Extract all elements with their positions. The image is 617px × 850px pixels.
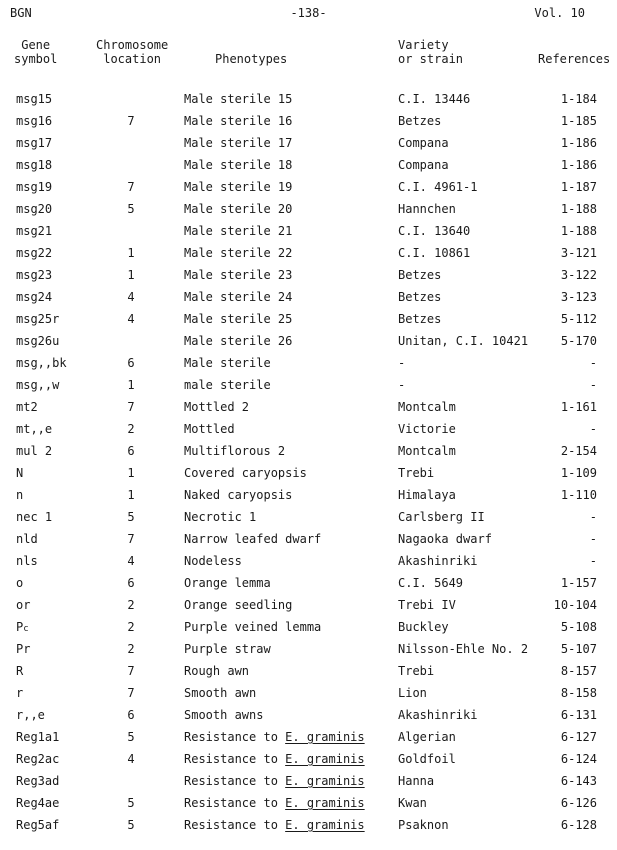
gene-symbol: Reg4ae — [16, 796, 60, 810]
gene-symbol-cell — [16, 638, 30, 660]
variety-or-strain: Hannchen — [398, 202, 456, 216]
reference: 3-121 — [560, 246, 597, 260]
phenotype-cell — [184, 176, 292, 198]
phenotype-cell — [184, 506, 256, 528]
reference: - — [589, 422, 597, 436]
pathogen-species: E. graminis — [285, 796, 365, 810]
reference: 6-124 — [560, 752, 597, 766]
phenotype-cell — [184, 440, 285, 462]
variety-or-strain: C.I. 13446 — [398, 92, 471, 106]
pathogen-species: E. graminis — [285, 752, 365, 766]
phenotype: Naked caryopsis — [184, 488, 293, 502]
phenotype: Male sterile 20 — [184, 202, 293, 216]
phenotype-cell — [184, 484, 292, 506]
variety-or-strain: Lion — [398, 686, 427, 700]
gene-symbol-cell — [16, 550, 38, 572]
gene-symbol: n — [16, 488, 24, 502]
table-row — [0, 308, 617, 330]
column-header-references: References — [538, 52, 611, 66]
phenotype-cell — [184, 726, 365, 748]
phenotype: Resistance to — [184, 818, 286, 832]
variety-or-strain: C.I. 4961-1 — [398, 180, 478, 194]
column-header-variety-line2: or strain — [398, 52, 464, 66]
table-row — [0, 110, 617, 132]
variety-or-strain: Himalaya — [398, 488, 456, 502]
phenotype-cell — [184, 198, 292, 220]
phenotype: Male sterile 21 — [184, 224, 293, 238]
gene-symbol: mt,,e — [16, 422, 53, 436]
phenotype: Nodeless — [184, 554, 242, 568]
variety-or-strain: C.I. 10861 — [398, 246, 471, 260]
phenotype-cell — [184, 682, 256, 704]
variety-or-strain: Goldfoil — [398, 752, 456, 766]
variety-or-strain: Akashinriki — [398, 708, 478, 722]
gene-symbol-cell — [16, 198, 52, 220]
variety-or-strain: Compana — [398, 158, 449, 172]
gene-symbol: o — [16, 576, 24, 590]
gene-symbol-cell — [16, 286, 52, 308]
gene-symbol-cell — [16, 110, 52, 132]
gene-symbol-cell — [16, 220, 52, 242]
reference: 1-109 — [560, 466, 597, 480]
page-number: -138- — [290, 6, 327, 20]
phenotype: Male sterile 23 — [184, 268, 293, 282]
variety-or-strain: - — [398, 356, 406, 370]
phenotype: Male sterile 22 — [184, 246, 293, 260]
gene-symbol-cell — [16, 264, 52, 286]
variety-or-strain: Betzes — [398, 290, 442, 304]
column-header-variety-line1: Variety — [398, 38, 449, 52]
phenotype-cell — [184, 220, 292, 242]
chromosome-location: 5 — [127, 730, 135, 744]
variety-or-strain: Trebi IV — [398, 598, 456, 612]
reference: - — [589, 532, 597, 546]
reference: 6-127 — [560, 730, 597, 744]
variety-or-strain: Psaknon — [398, 818, 449, 832]
chromosome-location: 6 — [127, 576, 135, 590]
reference: 1-186 — [560, 136, 597, 150]
phenotype: Rough awn — [184, 664, 250, 678]
phenotype-cell — [184, 594, 292, 616]
variety-or-strain: Montcalm — [398, 400, 456, 414]
phenotype: Male sterile 19 — [184, 180, 293, 194]
reference: 6-131 — [560, 708, 597, 722]
phenotype: Male sterile 16 — [184, 114, 293, 128]
gene-symbol-cell — [16, 440, 52, 462]
column-header-gene — [14, 38, 57, 66]
table-row — [0, 198, 617, 220]
table-row — [0, 528, 617, 550]
table-row — [0, 154, 617, 176]
table-row — [0, 440, 617, 462]
journal-abbrev: BGN — [10, 6, 32, 20]
variety-or-strain: - — [398, 378, 406, 392]
variety-or-strain: Hanna — [398, 774, 435, 788]
phenotype-cell — [184, 308, 292, 330]
gene-symbol: msg24 — [16, 290, 53, 304]
phenotype: Male sterile 17 — [184, 136, 293, 150]
phenotype-cell — [184, 88, 292, 110]
chromosome-location: 6 — [127, 356, 135, 370]
variety-or-strain: Betzes — [398, 312, 442, 326]
reference: 1-161 — [560, 400, 597, 414]
reference: 3-123 — [560, 290, 597, 304]
reference: - — [589, 554, 597, 568]
phenotype-cell — [184, 286, 292, 308]
reference: 8-158 — [560, 686, 597, 700]
variety-or-strain: Nilsson-Ehle No. 2 — [398, 642, 529, 656]
phenotype: Male sterile 26 — [184, 334, 293, 348]
chromosome-location: 6 — [127, 708, 135, 722]
phenotype: Smooth awn — [184, 686, 257, 700]
gene-symbol: msg17 — [16, 136, 53, 150]
gene-symbol-cell — [16, 132, 52, 154]
gene-symbol-subscript: c — [23, 624, 29, 634]
reference: - — [589, 510, 597, 524]
phenotype-cell — [184, 396, 249, 418]
reference: 1-184 — [560, 92, 597, 106]
gene-symbol-cell — [16, 594, 30, 616]
phenotype-cell — [184, 660, 249, 682]
table-row — [0, 682, 617, 704]
gene-symbol: mul 2 — [16, 444, 53, 458]
table-row — [0, 506, 617, 528]
gene-symbol: Pr — [16, 642, 31, 656]
table-row — [0, 660, 617, 682]
phenotype-cell — [184, 154, 292, 176]
table-row — [0, 704, 617, 726]
table-row — [0, 572, 617, 594]
table-row — [0, 396, 617, 418]
phenotype: Mottled 2 — [184, 400, 250, 414]
reference: 5-112 — [560, 312, 597, 326]
variety-or-strain: Unitan, C.I. 10421 — [398, 334, 529, 348]
variety-or-strain: Montcalm — [398, 444, 456, 458]
reference: 3-122 — [560, 268, 597, 282]
phenotype: Male sterile 18 — [184, 158, 293, 172]
table-row — [0, 264, 617, 286]
chromosome-location: 2 — [127, 620, 135, 634]
phenotype-cell — [184, 242, 292, 264]
table-row — [0, 352, 617, 374]
phenotype-cell — [184, 638, 271, 660]
table-row — [0, 418, 617, 440]
table-row — [0, 484, 617, 506]
gene-symbol-cell — [16, 770, 59, 792]
pathogen-species: E. graminis — [285, 730, 365, 744]
table-row — [0, 330, 617, 352]
pathogen-species: E. graminis — [285, 774, 365, 788]
table-row — [0, 814, 617, 836]
phenotype: Male sterile 24 — [184, 290, 293, 304]
gene-symbol-cell — [16, 792, 59, 814]
gene-table — [0, 88, 617, 836]
gene-symbol: N — [16, 466, 24, 480]
phenotype: Orange lemma — [184, 576, 271, 590]
chromosome-location: 4 — [127, 312, 135, 326]
phenotype-cell — [184, 770, 365, 792]
gene-symbol: R — [16, 664, 24, 678]
reference: 1-188 — [560, 224, 597, 238]
table-row — [0, 792, 617, 814]
gene-symbol-cell — [16, 88, 52, 110]
chromosome-location: 4 — [127, 290, 135, 304]
variety-or-strain: Buckley — [398, 620, 449, 634]
column-header-gene-line1: Gene — [21, 38, 51, 52]
phenotype-cell — [184, 572, 271, 594]
phenotype: Male sterile 15 — [184, 92, 293, 106]
table-row — [0, 770, 617, 792]
gene-symbol-cell — [16, 616, 29, 640]
gene-symbol: msg,,w — [16, 378, 60, 392]
phenotype-cell — [184, 814, 365, 836]
phenotype-cell — [184, 528, 321, 550]
chromosome-location: 5 — [127, 796, 135, 810]
table-row — [0, 88, 617, 110]
table-row — [0, 594, 617, 616]
table-row — [0, 748, 617, 770]
table-row — [0, 638, 617, 660]
phenotype-cell — [184, 264, 292, 286]
phenotype-cell — [184, 748, 365, 770]
gene-symbol-cell — [16, 462, 23, 484]
chromosome-location: 4 — [127, 554, 135, 568]
table-row — [0, 374, 617, 396]
chromosome-location: 7 — [127, 400, 135, 414]
pathogen-species: E. graminis — [285, 818, 365, 832]
chromosome-location: 2 — [127, 422, 135, 436]
chromosome-location: 7 — [127, 664, 135, 678]
gene-symbol: Reg5af — [16, 818, 60, 832]
gene-symbol: nls — [16, 554, 38, 568]
gene-symbol-cell — [16, 506, 52, 528]
gene-symbol-cell — [16, 704, 45, 726]
phenotype-cell — [184, 132, 292, 154]
gene-symbol: r,,e — [16, 708, 45, 722]
reference: 1-185 — [560, 114, 597, 128]
gene-symbol-cell — [16, 176, 52, 198]
column-header-chromosome — [96, 38, 168, 66]
gene-symbol: or — [16, 598, 31, 612]
table-row — [0, 462, 617, 484]
gene-symbol-cell — [16, 418, 52, 440]
phenotype: Purple straw — [184, 642, 271, 656]
reference: - — [589, 356, 597, 370]
phenotype: Multiflorous 2 — [184, 444, 286, 458]
gene-symbol-cell — [16, 528, 38, 550]
chromosome-location: 7 — [127, 686, 135, 700]
reference: - — [589, 378, 597, 392]
gene-symbol: msg21 — [16, 224, 53, 238]
variety-or-strain: Algerian — [398, 730, 456, 744]
gene-symbol-cell — [16, 242, 52, 264]
gene-symbol: Reg3ad — [16, 774, 60, 788]
phenotype: Resistance to — [184, 796, 286, 810]
gene-symbol-cell — [16, 374, 59, 396]
chromosome-location: 1 — [127, 466, 135, 480]
reference: 6-143 — [560, 774, 597, 788]
phenotype-cell — [184, 550, 242, 572]
column-header-chromosome-line1: Chromosome — [96, 38, 169, 52]
gene-symbol-cell — [16, 352, 67, 374]
reference: 8-157 — [560, 664, 597, 678]
chromosome-location: 1 — [127, 268, 135, 282]
reference: 1-187 — [560, 180, 597, 194]
phenotype: Resistance to — [184, 752, 286, 766]
phenotype: Resistance to — [184, 774, 286, 788]
table-row — [0, 132, 617, 154]
reference: 1-186 — [560, 158, 597, 172]
gene-symbol-cell — [16, 308, 59, 330]
phenotype: Resistance to — [184, 730, 286, 744]
table-row — [0, 220, 617, 242]
reference: 2-154 — [560, 444, 597, 458]
variety-or-strain: Kwan — [398, 796, 427, 810]
phenotype-cell — [184, 792, 365, 814]
phenotype-cell — [184, 374, 271, 396]
table-row — [0, 286, 617, 308]
phenotype-cell — [184, 352, 271, 374]
gene-symbol: msg26u — [16, 334, 60, 348]
phenotype-cell — [184, 110, 292, 132]
chromosome-location: 7 — [127, 180, 135, 194]
chromosome-location: 2 — [127, 598, 135, 612]
table-row — [0, 242, 617, 264]
variety-or-strain: Trebi — [398, 466, 435, 480]
chromosome-location: 4 — [127, 752, 135, 766]
gene-symbol: msg23 — [16, 268, 53, 282]
gene-symbol: mt2 — [16, 400, 38, 414]
table-row — [0, 176, 617, 198]
phenotype: male sterile — [184, 378, 271, 392]
gene-symbol: msg22 — [16, 246, 53, 260]
chromosome-location: 5 — [127, 818, 135, 832]
column-header-phenotypes: Phenotypes — [215, 52, 288, 66]
gene-symbol: msg15 — [16, 92, 53, 106]
chromosome-location: 2 — [127, 642, 135, 656]
gene-symbol: r — [16, 686, 24, 700]
chromosome-location: 7 — [127, 532, 135, 546]
phenotype: Necrotic 1 — [184, 510, 257, 524]
variety-or-strain: Betzes — [398, 114, 442, 128]
chromosome-location: 7 — [127, 114, 135, 128]
phenotype: Smooth awns — [184, 708, 264, 722]
phenotype: Covered caryopsis — [184, 466, 307, 480]
reference: 6-128 — [560, 818, 597, 832]
variety-or-strain: Trebi — [398, 664, 435, 678]
gene-symbol: P — [16, 620, 24, 634]
gene-symbol: nec 1 — [16, 510, 53, 524]
gene-symbol: msg20 — [16, 202, 53, 216]
gene-symbol-cell — [16, 330, 59, 352]
table-row — [0, 550, 617, 572]
phenotype: Male sterile — [184, 356, 271, 370]
gene-symbol-cell — [16, 484, 23, 506]
variety-or-strain: Victorie — [398, 422, 456, 436]
phenotype: Mottled — [184, 422, 235, 436]
chromosome-location: 5 — [127, 510, 135, 524]
gene-symbol: msg19 — [16, 180, 53, 194]
column-header-chromosome-line2: location — [103, 52, 162, 66]
variety-or-strain: Carlsberg II — [398, 510, 485, 524]
gene-symbol-cell — [16, 396, 38, 418]
chromosome-location: 1 — [127, 246, 135, 260]
column-header-gene-line2: symbol — [14, 52, 58, 66]
gene-symbol-cell — [16, 814, 59, 836]
gene-symbol: msg18 — [16, 158, 53, 172]
table-row — [0, 726, 617, 748]
gene-symbol: msg25r — [16, 312, 60, 326]
variety-or-strain: C.I. 5649 — [398, 576, 464, 590]
phenotype-cell — [184, 616, 321, 638]
phenotype-cell — [184, 704, 263, 726]
phenotype: Narrow leafed dwarf — [184, 532, 322, 546]
reference: 5-170 — [560, 334, 597, 348]
column-header-variety — [398, 38, 463, 66]
phenotype-cell — [184, 418, 235, 440]
phenotype: Male sterile 25 — [184, 312, 293, 326]
gene-symbol-cell — [16, 726, 59, 748]
reference: 1-157 — [560, 576, 597, 590]
variety-or-strain: C.I. 13640 — [398, 224, 471, 238]
variety-or-strain: Akashinriki — [398, 554, 478, 568]
reference: 5-108 — [560, 620, 597, 634]
reference: 6-126 — [560, 796, 597, 810]
gene-symbol-cell — [16, 154, 52, 176]
gene-symbol: Reg1a1 — [16, 730, 60, 744]
reference: 5-107 — [560, 642, 597, 656]
phenotype: Purple veined lemma — [184, 620, 322, 634]
volume-label: Vol. 10 — [534, 6, 585, 20]
chromosome-location: 1 — [127, 488, 135, 502]
reference: 1-110 — [560, 488, 597, 502]
reference: 1-188 — [560, 202, 597, 216]
gene-symbol-cell — [16, 682, 23, 704]
chromosome-location: 1 — [127, 378, 135, 392]
gene-symbol: Reg2ac — [16, 752, 60, 766]
table-row — [0, 616, 617, 638]
phenotype-cell — [184, 462, 307, 484]
gene-symbol: msg16 — [16, 114, 53, 128]
reference: 10-104 — [553, 598, 597, 612]
gene-symbol: msg,,bk — [16, 356, 67, 370]
chromosome-location: 5 — [127, 202, 135, 216]
variety-or-strain: Betzes — [398, 268, 442, 282]
gene-symbol: nld — [16, 532, 38, 546]
variety-or-strain: Compana — [398, 136, 449, 150]
variety-or-strain: Nagaoka dwarf — [398, 532, 492, 546]
phenotype-cell — [184, 330, 292, 352]
phenotype: Orange seedling — [184, 598, 293, 612]
gene-symbol-cell — [16, 748, 59, 770]
gene-symbol-cell — [16, 572, 23, 594]
chromosome-location: 6 — [127, 444, 135, 458]
gene-symbol-cell — [16, 660, 23, 682]
